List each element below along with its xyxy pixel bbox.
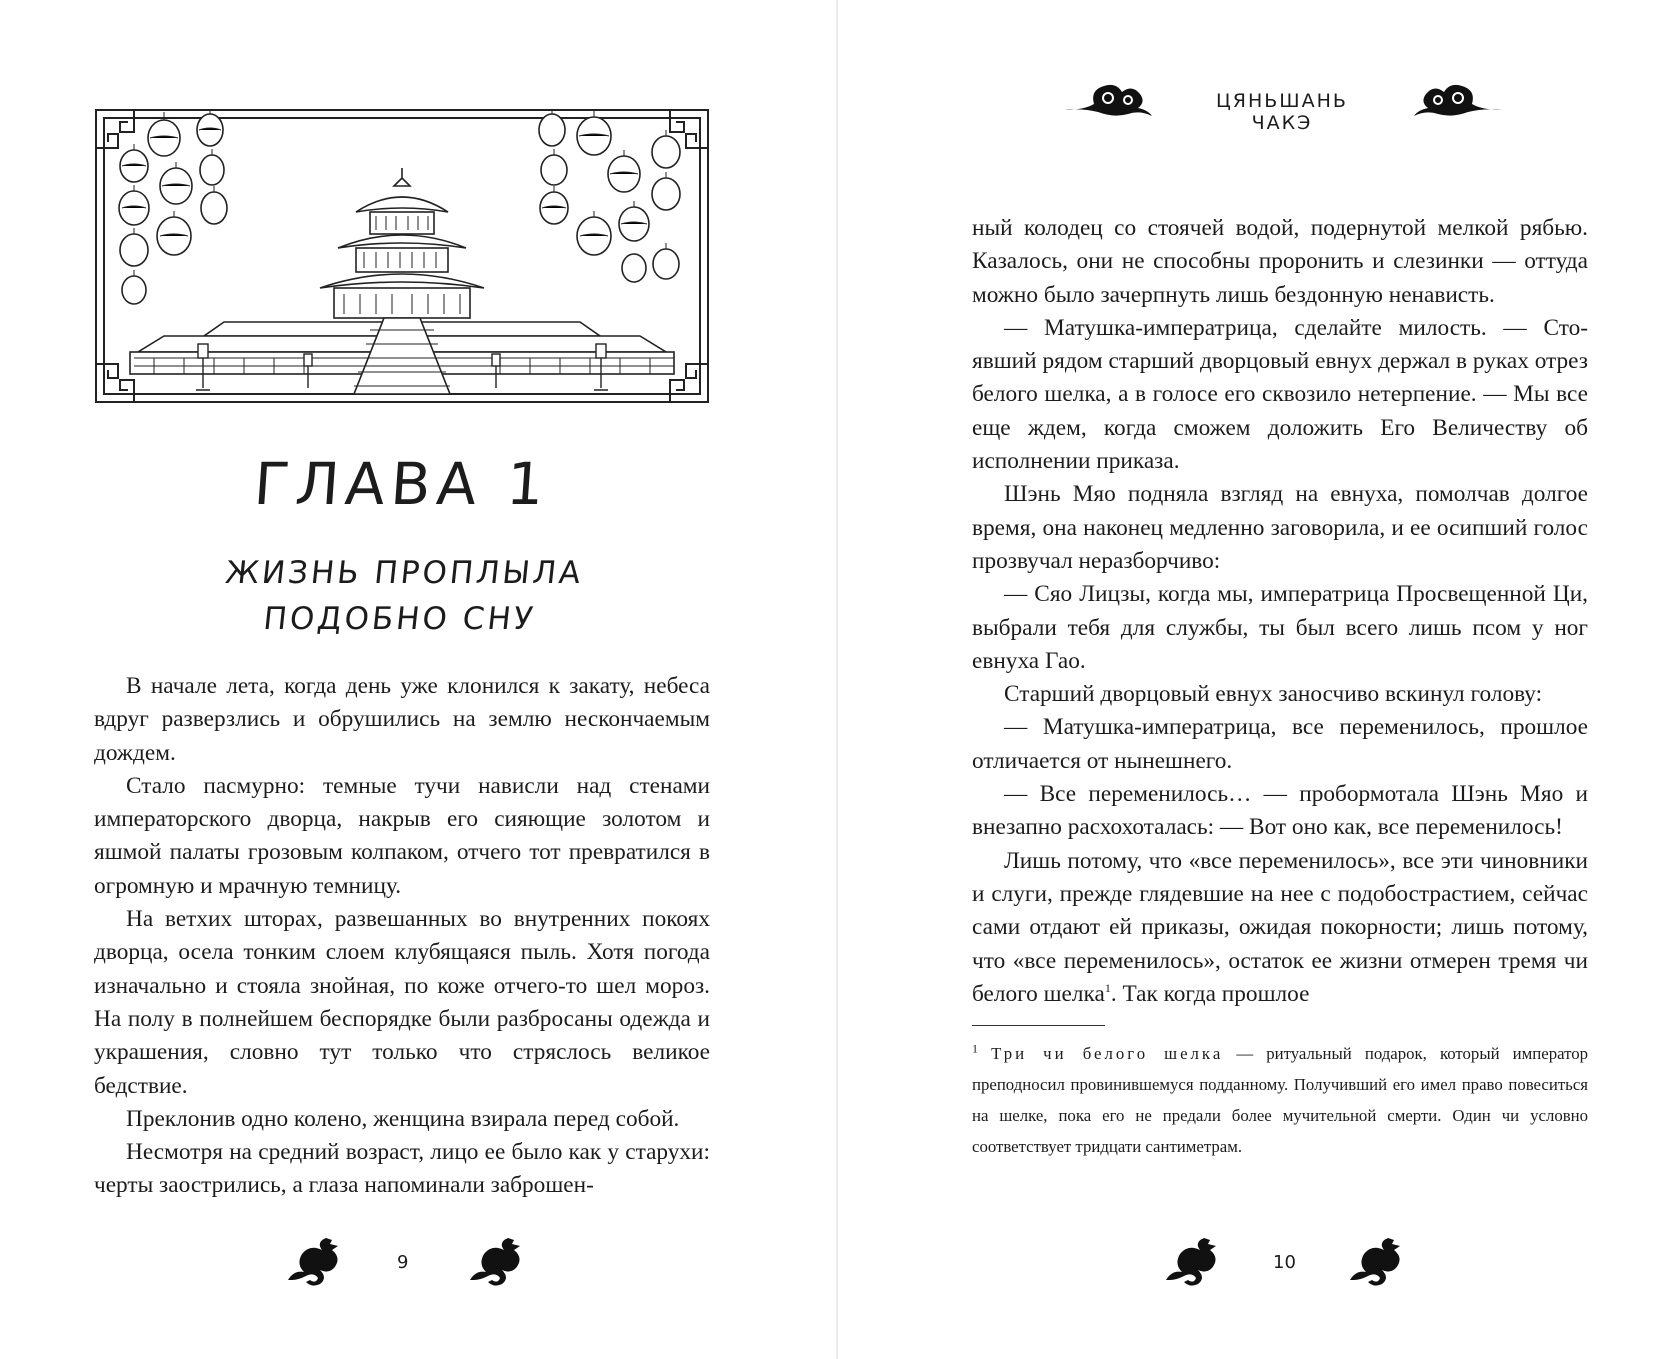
dragon-icon [1158,1236,1228,1288]
paragraph-text: Лишь потому, что «все переменилось», все эти чиновники и слуги, прежде глядевшие на нее с подобострастием, сейчас сами отдают ей приказы, ожидая покорности; лишь потому, что «все переменилось», остаток ее жизни отмерен тремя чи белого шелка [972,847,1588,1007]
page-number: 9 [397,1252,409,1273]
right-page-body [972,212,1588,1011]
paragraph-text: . Так когда прошлое [1110,980,1310,1007]
running-head: ЦЯНЬШАНЬ ЧАКЭ [1216,90,1348,134]
page-gutter [836,0,838,1359]
page-number: 10 [1273,1252,1296,1273]
footnote-divider [972,1025,1105,1026]
dragon-icon [462,1236,532,1288]
chapter-subtitle-line-1: ЖИЗНЬ ПРОПЛЫЛА [223,555,586,591]
footnote-number: 1 [972,1041,978,1056]
paragraph: — Матушка-императрица, сделайте милость. — Стоявший рядом старший дворцовый евнух держал в руках отрез белого шелка, а в голосе его сквозило нетерпение. — Мы все еще ждем, когда сможем доложить Его Величеству об исполнении приказа. [972,314,1588,475]
paragraph: Шэнь Мяо подняла взгляд на евнуха, помолчав долгое время, она наконец медленно заговорила, и ее осипший голос прозвучал неразборчиво: [972,481,1588,574]
paragraph: Преклонив одно колено, женщина взирала перед собой. [126,1105,680,1132]
footnote-term: Три чи белого шелка [991,1044,1224,1063]
chapter-subtitle [89,550,715,642]
footnote-text: — ритуальный подарок, который император преподносил провинившемуся подданному. Получивший его имел право повеситься на шелке, пока его не предали более мучительной смерти. Один чи условно соответствует тридцати сантиметрам. [972,1044,1588,1156]
paragraph: Стало пасмурно: темные тучи нависли над стенами императорского дворца, накрыв его сияющие золотом и яшмой палаты грозовым колпаком, отчего тот превратился в огромную и мрачную темницу. [94,772,710,899]
paragraph [972,845,1588,1011]
paragraph: — Все переменилось… — пробормотала Шэнь Мяо и внезапно расхохоталась: — Вот оно как, все переменилось! [972,781,1588,841]
cloud-icon [1062,80,1162,120]
paragraph: На ветхих шторах, развешанных во внутренних покоях дворца, осела тонким слоем клубящаяся пыль. Хотя погода изначально и стояла знойная, по коже отчего-то шел мороз. На полу в полнейшем беспорядке были разбросаны одежда и украшения, словно тут только что стряслось великое бедствие. [94,906,710,1099]
dragon-icon [280,1236,350,1288]
paragraph: В начале лета, когда день уже клонился к закату, небеса вдруг разверзлись и обрушились на землю нескончаемым дождем. [94,673,710,766]
cloud-icon [1404,80,1504,120]
chapter-title: ГЛАВА 1 [251,450,553,518]
dragon-icon [1342,1236,1412,1288]
temple-illustration [94,108,710,404]
footnote [972,1038,1588,1162]
paragraph: ный колодец со стоячей водой, подернутой мелкой рябью. Казалось, они не способны проронить и слезинки — оттуда можно было зачерпнуть лишь бездонную ненависть. [972,215,1588,308]
chapter-subtitle-line-2: ПОДОБНО СНУ [261,601,538,637]
paragraph: Старший дворцовый евнух заносчиво вскинул голову: [1004,681,1543,708]
footnote-marker[interactable]: 1 [1104,981,1111,996]
left-page-body [94,670,710,1203]
paragraph: Несмотря на средний возраст, лицо ее было как у старухи: черты заострились, а глаза напоминали заброшен- [94,1139,710,1199]
paragraph: — Матушка-императрица, все переменилось, прошлое отличается от нынешнего. [972,714,1588,774]
paragraph: — Сяо Лицзы, когда мы, императрица Просвещенной Ци, выбрали тебя для службы, ты был всего лишь псом у ног евнуха Гао. [972,581,1588,674]
